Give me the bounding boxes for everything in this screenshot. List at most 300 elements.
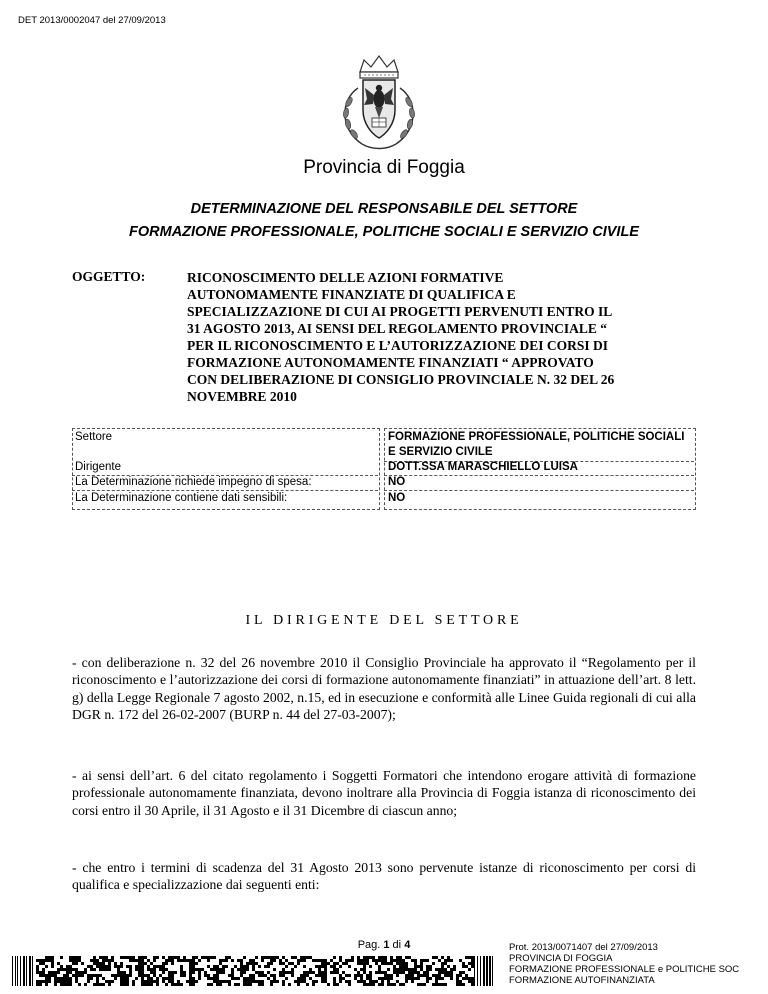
barcode-cell xyxy=(99,956,102,959)
settore-label: Settore xyxy=(75,431,113,443)
barcode-cell xyxy=(363,971,366,974)
barcode-cell xyxy=(123,956,126,959)
barcode-cell xyxy=(39,983,42,986)
barcode-cell xyxy=(291,968,294,971)
barcode-cell xyxy=(114,977,117,980)
barcode-cell xyxy=(276,956,279,959)
barcode-cell xyxy=(246,977,249,980)
barcode-cell xyxy=(57,968,60,971)
barcode-cell xyxy=(39,962,42,965)
subject-line: FORMAZIONE AUTONOMAMENTE FINANZIATI “ APPROVATO xyxy=(187,355,594,370)
barcode-cell xyxy=(78,956,81,959)
barcode-cell xyxy=(255,971,258,974)
barcode-cell xyxy=(156,977,159,980)
barcode-cell xyxy=(102,983,105,986)
barcode-cell xyxy=(414,965,417,968)
barcode-cell xyxy=(324,974,327,977)
protocol-line: Prot. 2013/0071407 del 27/09/2013 xyxy=(509,942,658,953)
barcode-cell xyxy=(378,965,381,968)
barcode-cell xyxy=(36,980,39,983)
barcode-cell xyxy=(144,962,147,965)
barcode-cell xyxy=(438,971,441,974)
barcode-cell xyxy=(252,962,255,965)
barcode-cell xyxy=(267,977,270,980)
barcode-cell xyxy=(201,968,204,971)
barcode-bar xyxy=(483,956,485,986)
barcode-cell xyxy=(432,983,435,986)
barcode-cell xyxy=(102,968,105,971)
barcode-cell xyxy=(369,983,372,986)
barcode-cell xyxy=(96,965,99,968)
barcode-cell xyxy=(333,971,336,974)
barcode-cell xyxy=(144,983,147,986)
barcode-cell xyxy=(273,977,276,980)
barcode-cell xyxy=(120,971,123,974)
barcode-cell xyxy=(237,959,240,962)
barcode-cell xyxy=(444,983,447,986)
barcode-cell xyxy=(57,977,60,980)
barcode-cell xyxy=(390,959,393,962)
barcode-cell xyxy=(390,962,393,965)
barcode-cell xyxy=(60,983,63,986)
barcode-cell xyxy=(366,983,369,986)
barcode-cell xyxy=(420,965,423,968)
barcode-cell xyxy=(405,977,408,980)
barcode-cell xyxy=(420,962,423,965)
barcode-cell xyxy=(465,965,468,968)
barcode-cell xyxy=(441,983,444,986)
barcode-cell xyxy=(315,974,318,977)
barcode-cell xyxy=(177,980,180,983)
barcode-cell xyxy=(135,977,138,980)
barcode-cell xyxy=(321,977,324,980)
barcode-cell xyxy=(108,959,111,962)
barcode-cell xyxy=(438,959,441,962)
barcode-cell xyxy=(45,965,48,968)
page-mid: di xyxy=(389,939,405,951)
barcode-cell xyxy=(339,974,342,977)
barcode-cell xyxy=(459,959,462,962)
barcode-cell xyxy=(168,959,171,962)
barcode-cell xyxy=(102,962,105,965)
barcode-cell xyxy=(153,965,156,968)
barcode-cell xyxy=(309,977,312,980)
barcode-cell xyxy=(297,980,300,983)
barcode-cell xyxy=(63,968,66,971)
barcode-cell xyxy=(282,974,285,977)
barcode-cell xyxy=(381,962,384,965)
barcode-cell xyxy=(297,983,300,986)
barcode-cell xyxy=(108,968,111,971)
barcode-cell xyxy=(297,962,300,965)
barcode-cell xyxy=(234,965,237,968)
barcode-cell xyxy=(102,956,105,959)
barcode-cell xyxy=(327,983,330,986)
barcode-cell xyxy=(261,974,264,977)
barcode-cell xyxy=(432,956,435,959)
barcode-cell xyxy=(138,962,141,965)
barcode-cell xyxy=(69,959,72,962)
barcode-cell xyxy=(162,977,165,980)
barcode-cell xyxy=(378,956,381,959)
barcode-cell xyxy=(444,959,447,962)
barcode-cell xyxy=(93,956,96,959)
subject-line: CON DELIBERAZIONE DI CONSIGLIO PROVINCIALE N. 32 DEL 26 xyxy=(187,372,615,387)
barcode-cell xyxy=(45,983,48,986)
settore-value-line1: FORMAZIONE PROFESSIONALE, POLITICHE SOCIALI xyxy=(388,431,685,443)
barcode-cell xyxy=(471,962,474,965)
barcode-cell xyxy=(132,980,135,983)
barcode-cell xyxy=(138,965,141,968)
barcode-cell xyxy=(303,974,306,977)
barcode-cell xyxy=(294,956,297,959)
barcode-cell xyxy=(213,974,216,977)
barcode-cell xyxy=(75,968,78,971)
barcode-cell xyxy=(360,968,363,971)
barcode-cell xyxy=(102,959,105,962)
barcode-cell xyxy=(321,959,324,962)
province-crest-logo xyxy=(318,52,440,154)
barcode-cell xyxy=(468,956,471,959)
province-name: Provincia di Foggia xyxy=(303,157,465,178)
barcode-cell xyxy=(177,956,180,959)
barcode-cell xyxy=(210,968,213,971)
barcode-cell xyxy=(387,980,390,983)
barcode-cell xyxy=(126,974,129,977)
barcode-cell xyxy=(186,959,189,962)
barcode-cell xyxy=(192,971,195,974)
barcode-cell xyxy=(156,983,159,986)
barcode-cell xyxy=(48,980,51,983)
barcode-cell xyxy=(393,959,396,962)
barcode-cell xyxy=(60,956,63,959)
barcode-cell xyxy=(381,971,384,974)
barcode-cell xyxy=(252,959,255,962)
barcode-cell xyxy=(54,980,57,983)
barcode-cell xyxy=(78,971,81,974)
barcode-cell xyxy=(54,974,57,977)
barcode-cell xyxy=(471,965,474,968)
barcode-cell xyxy=(252,980,255,983)
barcode-cell xyxy=(141,965,144,968)
barcode-cell xyxy=(426,968,429,971)
barcode-cell xyxy=(123,977,126,980)
barcode-cell xyxy=(147,959,150,962)
barcode-cell xyxy=(369,977,372,980)
barcode-cell xyxy=(408,968,411,971)
barcode-cell xyxy=(348,983,351,986)
barcode-bar xyxy=(17,956,18,986)
barcode-cell xyxy=(105,965,108,968)
barcode-cell xyxy=(180,965,183,968)
barcode-cell xyxy=(264,974,267,977)
barcode-cell xyxy=(417,965,420,968)
barcode-cell xyxy=(237,977,240,980)
barcode-cell xyxy=(309,971,312,974)
barcode-cell xyxy=(363,983,366,986)
barcode-cell xyxy=(387,974,390,977)
barcode-cell xyxy=(357,956,360,959)
barcode-cell xyxy=(384,962,387,965)
barcode-cell xyxy=(249,977,252,980)
barcode-cell xyxy=(357,980,360,983)
sector-title: FORMAZIONE PROFESSIONALE, POLITICHE SOCIALI E SERVIZIO CIVILE xyxy=(129,224,639,240)
barcode-cell xyxy=(192,962,195,965)
barcode-cell xyxy=(438,977,441,980)
barcode-cell xyxy=(339,980,342,983)
document-stamp: DET 2013/0002047 del 27/09/2013 xyxy=(18,15,166,26)
barcode-cell xyxy=(168,971,171,974)
barcode-cell xyxy=(390,983,393,986)
barcode-cell xyxy=(189,974,192,977)
barcode-cell xyxy=(132,959,135,962)
barcode-cell xyxy=(99,974,102,977)
barcode-cell xyxy=(93,962,96,965)
barcode-cell xyxy=(243,983,246,986)
barcode-cell xyxy=(471,959,474,962)
barcode-cell xyxy=(78,959,81,962)
barcode-cell xyxy=(282,983,285,986)
barcode-bar xyxy=(486,956,488,986)
barcode-cell xyxy=(63,974,66,977)
barcode-cell xyxy=(51,962,54,965)
barcode-cell xyxy=(159,968,162,971)
barcode-cell xyxy=(144,974,147,977)
barcode-cell xyxy=(60,980,63,983)
barcode-cell xyxy=(318,971,321,974)
barcode-cell xyxy=(375,980,378,983)
barcode-cell xyxy=(159,974,162,977)
barcode-cell xyxy=(258,983,261,986)
barcode-cell xyxy=(99,962,102,965)
barcode-cell xyxy=(243,980,246,983)
barcode-cell xyxy=(435,974,438,977)
barcode-cell xyxy=(45,974,48,977)
barcode-cell xyxy=(396,968,399,971)
barcode-cell xyxy=(195,962,198,965)
barcode-cell xyxy=(345,962,348,965)
barcode-cell xyxy=(105,980,108,983)
barcode-cell xyxy=(369,974,372,977)
barcode-cell xyxy=(324,971,327,974)
body-paragraph: - che entro i termini di scadenza del 31 Agosto 2013 sono pervenute istanze di riconoscimento per corsi di qualifica e specializzazione dai seguenti enti: xyxy=(72,860,696,893)
barcode-cell xyxy=(186,980,189,983)
barcode-cell xyxy=(72,962,75,965)
barcode-cell xyxy=(255,962,258,965)
barcode-cell xyxy=(378,959,381,962)
barcode-cell xyxy=(150,980,153,983)
barcode-cell xyxy=(264,965,267,968)
barcode-cell xyxy=(48,974,51,977)
barcode-cell xyxy=(300,974,303,977)
barcode-cell xyxy=(252,968,255,971)
barcode-cell xyxy=(396,980,399,983)
barcode-cell xyxy=(327,962,330,965)
barcode-cell xyxy=(387,977,390,980)
barcode-cell xyxy=(108,962,111,965)
barcode-cell xyxy=(456,983,459,986)
barcode-cell xyxy=(219,959,222,962)
barcode-cell xyxy=(375,959,378,962)
barcode-cell xyxy=(231,968,234,971)
barcode-cell xyxy=(444,968,447,971)
barcode-cell xyxy=(462,962,465,965)
barcode-cell xyxy=(189,968,192,971)
barcode-cell xyxy=(456,980,459,983)
barcode-cell xyxy=(360,974,363,977)
barcode-cell xyxy=(432,962,435,965)
barcode-cell xyxy=(303,980,306,983)
barcode-cell xyxy=(435,956,438,959)
barcode-cell xyxy=(240,971,243,974)
barcode-cell xyxy=(465,956,468,959)
barcode-cell xyxy=(426,974,429,977)
barcode-cell xyxy=(180,968,183,971)
barcode-cell xyxy=(69,971,72,974)
barcode-cell xyxy=(384,971,387,974)
barcode-cell xyxy=(333,983,336,986)
barcode-cell xyxy=(450,971,453,974)
barcode-cell xyxy=(192,980,195,983)
barcode-cell xyxy=(342,977,345,980)
barcode-cell xyxy=(414,968,417,971)
barcode-cell xyxy=(141,959,144,962)
barcode-cell xyxy=(447,974,450,977)
barcode-cell xyxy=(462,983,465,986)
barcode-cell xyxy=(105,968,108,971)
barcode-cell xyxy=(399,983,402,986)
barcode-cell xyxy=(384,959,387,962)
barcode-bar xyxy=(489,956,491,986)
barcode-cell xyxy=(87,974,90,977)
barcode-cell xyxy=(462,977,465,980)
barcode-cell xyxy=(294,980,297,983)
barcode-cell xyxy=(411,959,414,962)
barcode-cell xyxy=(153,956,156,959)
barcode-cell xyxy=(141,968,144,971)
barcode-cell xyxy=(318,974,321,977)
page-total: 4 xyxy=(404,939,411,951)
barcode-cell xyxy=(285,971,288,974)
barcode-cell xyxy=(417,977,420,980)
barcode-cell xyxy=(306,983,309,986)
barcode-bar xyxy=(26,956,27,986)
protocol-line: FORMAZIONE PROFESSIONALE e POLITICHE SOC xyxy=(509,964,740,975)
barcode-cell xyxy=(174,983,177,986)
barcode-cell xyxy=(264,956,267,959)
barcode-cell xyxy=(324,962,327,965)
barcode-cell xyxy=(81,971,84,974)
barcode-cell xyxy=(198,974,201,977)
barcode-cell xyxy=(93,974,96,977)
barcode-cell xyxy=(387,983,390,986)
barcode-cell xyxy=(450,977,453,980)
barcode-cell xyxy=(306,971,309,974)
barcode-cell xyxy=(243,968,246,971)
barcode-cell xyxy=(96,974,99,977)
barcode-cell xyxy=(258,965,261,968)
barcode-cell xyxy=(420,959,423,962)
barcode-cell xyxy=(459,980,462,983)
barcode-cell xyxy=(321,962,324,965)
barcode-cell xyxy=(198,968,201,971)
barcode-cell xyxy=(324,977,327,980)
barcode-cell xyxy=(216,974,219,977)
barcode-cell xyxy=(279,959,282,962)
barcode-cell xyxy=(153,959,156,962)
barcode-cell xyxy=(357,959,360,962)
barcode-cell xyxy=(423,959,426,962)
subject-text xyxy=(187,269,687,405)
barcode-cell xyxy=(69,983,72,986)
barcode-cell xyxy=(324,959,327,962)
barcode-cell xyxy=(249,962,252,965)
barcode-cell xyxy=(465,977,468,980)
barcode-cell xyxy=(57,962,60,965)
barcode-cell xyxy=(222,980,225,983)
barcode-cell xyxy=(240,962,243,965)
barcode-cell xyxy=(141,956,144,959)
barcode-cell xyxy=(216,980,219,983)
barcode-cell xyxy=(207,956,210,959)
barcode-cell xyxy=(342,962,345,965)
barcode-cell xyxy=(90,968,93,971)
barcode-cell xyxy=(228,980,231,983)
barcode-cell xyxy=(39,974,42,977)
barcode-cell xyxy=(270,983,273,986)
barcode-bar xyxy=(12,956,13,986)
barcode-cell xyxy=(333,962,336,965)
barcode-cell xyxy=(162,962,165,965)
barcode-cell xyxy=(54,971,57,974)
barcode-cell xyxy=(378,971,381,974)
barcode-cell xyxy=(321,974,324,977)
barcode-cell xyxy=(39,959,42,962)
barcode-cell xyxy=(213,977,216,980)
barcode-cell xyxy=(462,971,465,974)
barcode-cell xyxy=(87,977,90,980)
barcode-cell xyxy=(465,974,468,977)
barcode-cell xyxy=(216,983,219,986)
barcode-cell xyxy=(84,971,87,974)
barcode-cell xyxy=(393,971,396,974)
barcode-cell xyxy=(63,983,66,986)
barcode-cell xyxy=(129,971,132,974)
barcode-cell xyxy=(180,983,183,986)
barcode-cell xyxy=(384,977,387,980)
barcode-cell xyxy=(180,974,183,977)
barcode-cell xyxy=(330,959,333,962)
impegno-label: La Determinazione richiede impegno di spesa: xyxy=(75,476,312,488)
body-paragraph: - ai sensi dell’art. 6 del citato regolamento i Soggetti Formatori che intendono erogare attività di formazione professionale autonomamente finanziata, devono inoltrare alla Provincia di Foggia istanza di riconoscimento dei corsi entro il 30 Aprile, il 31 Agosto e il 31 Dicembre di ciascun anno; xyxy=(72,768,696,818)
barcode-cell xyxy=(438,974,441,977)
barcode-cell xyxy=(414,977,417,980)
barcode-cell xyxy=(285,977,288,980)
barcode-cell xyxy=(366,959,369,962)
barcode-cell xyxy=(147,974,150,977)
barcode-cell xyxy=(378,977,381,980)
barcode-cell xyxy=(51,971,54,974)
barcode-cell xyxy=(411,980,414,983)
barcode-cell xyxy=(51,956,54,959)
barcode-cell xyxy=(282,956,285,959)
barcode-cell xyxy=(192,968,195,971)
barcode-cell xyxy=(237,983,240,986)
barcode-cell xyxy=(72,956,75,959)
barcode-cell xyxy=(189,983,192,986)
barcode-bar xyxy=(23,956,25,986)
barcode-cell xyxy=(231,971,234,974)
